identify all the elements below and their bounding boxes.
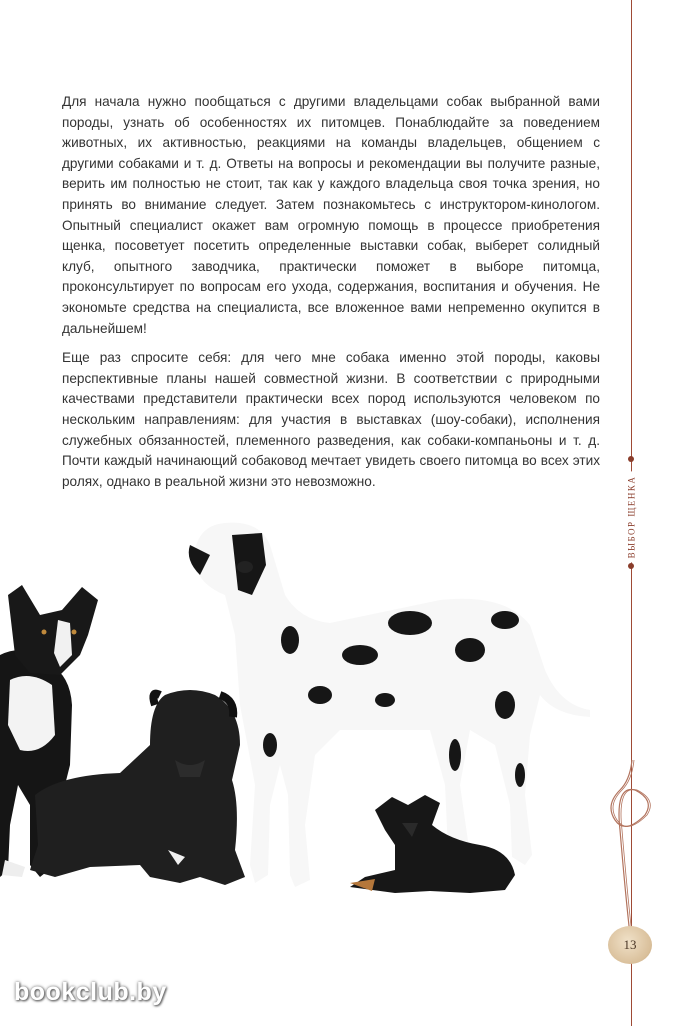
watermark: bookclub.by [14,978,167,1006]
page-number: 13 [623,937,637,952]
section-label-text: ВЫБОР ЩЕНКА [626,472,636,563]
dogs-photo [0,505,600,905]
chihuahua [350,795,515,893]
paragraph-1: Для начала нужно пообщаться с другими владельцами собак выбранной вами породы, узнать об особенностях их питомцев. Понаблюдайте за поведением животных, их активностью, реакциями на команды владельцев, общением с другими собаками и т. д. Ответы на вопросы и рекомендации вы получите разные, верить им полностью не стоит, так как у каждого владельца своя точка зрения, но принять во внимание следует. Затем познакомьтесь с инструктором-кинологом. Опытный специалист окажет вам огромную помощь в процессе приобретения щенка, посоветует посетить определенные выставки собак, выберет солидный клуб, опытного заводчика, практически поможет в выборе питомца, проконсультирует по вопросам его ухода, содержания, воспитания и обучения. Не экономьте средства на специалиста, все вложенное вами непременно окупится в дальнейшем! [62,94,600,336]
body-text [62,92,600,501]
page-number-badge [608,926,652,964]
section-label [608,462,654,572]
paragraph-2: Еще раз спросите себя: для чего мне собака именно этой породы, каковы перспективные планы нашей совместной жизни. В соответствии с природными качествами представители практически всех пород используются человеком по нескольким направлениям: для участия в выставках (шоу-собаки), исполнения служебных обязанностей, племенного разведения, как собаки-компаньоны и т. д. Почти каждый начинающий собаковод мечтает увидеть своего питомца во всех этих ролях, однако в реальной жизни это невозможно. [62,350,600,489]
